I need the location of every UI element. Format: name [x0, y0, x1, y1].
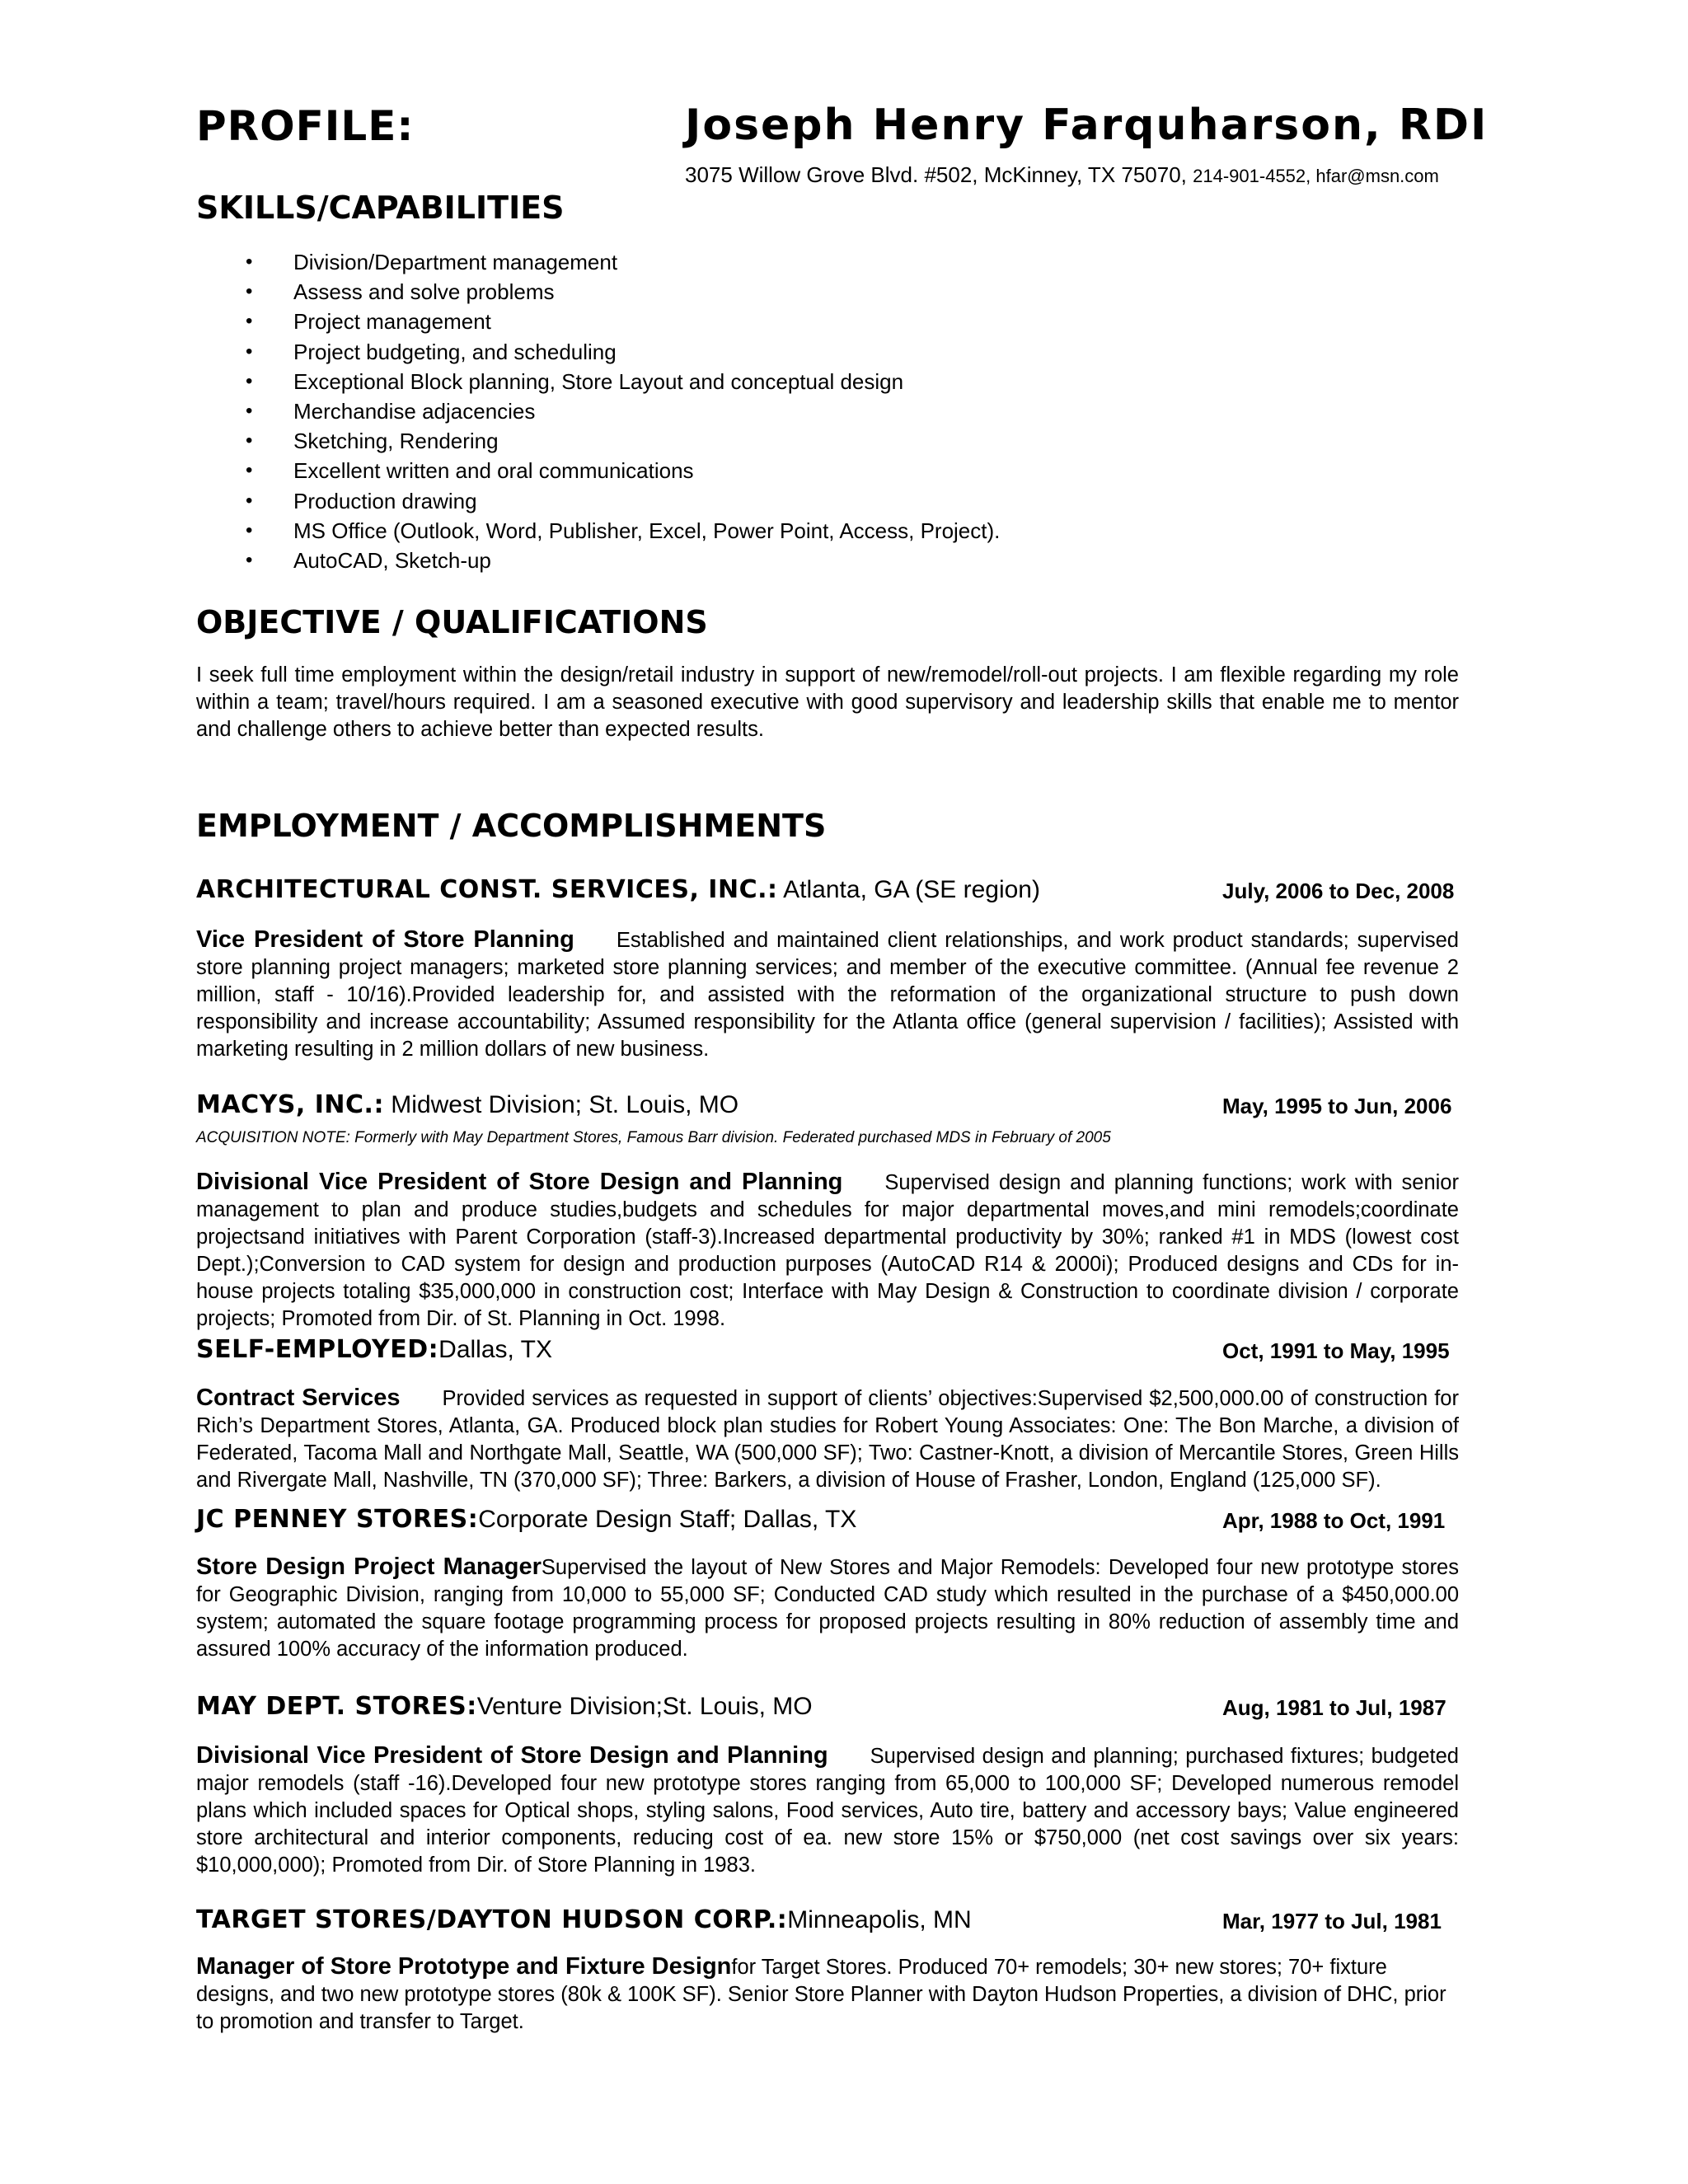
skill-item: • Project management — [196, 307, 1000, 336]
company-name: ARCHITECTURAL CONST. SERVICES, INC.: — [196, 875, 778, 904]
job-title: Divisional Vice President of Store Design and Planning — [196, 1169, 843, 1195]
job-description: Supervised design and planning functions; work with senior management to plan and produce studies,budgets and schedules for major departmental moves,and mini remodels;coordinate projectsand initiatives with Parent Corporation (staff-3).Increased departmental productivity by 30%; ranked #1 in MDS (lowest cost Dept.);Conversion to CAD system for design and production purposes (AutoCAD R14 & 2000i); Produced designs and CDs for in-house projects totaling $35,000,000 in construction cost; Interface with May Design & Construction to coordinate division / corporate projects; Promoted from Dir. of St. Planning in Oct. 1998. — [196, 1171, 1459, 1330]
skill-item: • Exceptional Block planning, Store Layout and conceptual design — [196, 367, 1000, 396]
skill-item: • Division/Department management — [196, 247, 1000, 277]
job-description: Supervised the layout of New Stores and Major Remodels: Developed four new prototype stores for Geographic Division, ranging from 10,000 to 55,000 SF; Conducted CAD study which resulted in the purchase of a $450,000.00 system; automated the square footage programming process for proposed projects resulting in 80% reduction of assembly time and assured 100% accuracy of the information produced. — [196, 1556, 1459, 1661]
skill-item: • Project budgeting, and scheduling — [196, 337, 1000, 367]
job-dates: Mar, 1977 to Jul, 1981 — [1222, 1909, 1442, 1933]
candidate-name: Joseph Henry Farquharson, RDI — [685, 101, 1489, 150]
objective-heading: OBJECTIVE / QUALIFICATIONS — [196, 604, 708, 640]
skill-item: • Assess and solve problems — [196, 277, 1000, 307]
job-dates: July, 2006 to Dec, 2008 — [1222, 879, 1455, 903]
job-header — [196, 875, 1459, 908]
skill-item: • AutoCAD, Sketch-up — [196, 546, 1000, 575]
acquisition-note: ACQUISITION NOTE: Formerly with May Department Stores, Famous Barr division. Federated purchased MDS in February of 2005 — [196, 1129, 1111, 1146]
skill-item: • Merchandise adjacencies — [196, 396, 1000, 426]
company-location: Minneapolis, MN — [787, 1906, 972, 1933]
company-name: JC PENNEY STORES: — [196, 1505, 479, 1534]
employment-heading: EMPLOYMENT / ACCOMPLISHMENTS — [196, 808, 827, 844]
job-entry — [196, 1385, 1459, 1494]
company-location: Corporate Design Staff; Dallas, TX — [478, 1506, 857, 1533]
job-entry — [196, 1953, 1459, 2036]
company-location: Venture Division;St. Louis, MO — [476, 1693, 813, 1720]
skill-item: • Sketching, Rendering — [196, 426, 1000, 456]
job-description: Provided services as requested in support of clients’ objectives:Supervised $2,500,000.00 of construction for Rich’s Department Stores, Atlanta, GA. Produced block plan studies for Robert Young Associates: One: The Bon Marche, a division of Federated, Tacoma Mall and Northgate Mall, Seattle, WA (500,000 SF); Two: Castner-Knott, a division of Mercantile Stores, Green Hills and Rivergate Mall, Nashville, TN (370,000 SF); Three: Barkers, a division of House of Frasher, London, England (125,000 SF). — [196, 1387, 1459, 1492]
job-entry — [196, 1554, 1459, 1663]
skill-item: • MS Office (Outlook, Word, Publisher, Excel, Power Point, Access, Project). — [196, 516, 1000, 546]
company-name: SELF-EMPLOYED: — [196, 1335, 439, 1364]
job-title: Divisional Vice President of Store Design and Planning — [196, 1742, 828, 1769]
phone-email: 214-901-4552, hfar@msn.com — [1193, 166, 1439, 186]
company-name: MACYS, INC.: — [196, 1090, 384, 1119]
company-location: Midwest Division; St. Louis, MO — [383, 1091, 739, 1118]
job-title: Store Design Project Manager — [196, 1554, 542, 1580]
profile-label: PROFILE: — [196, 102, 415, 150]
skill-item: • Production drawing — [196, 486, 1000, 516]
job-title: Manager of Store Prototype and Fixture Design — [196, 1953, 732, 1980]
job-title: Vice President of Store Planning — [196, 926, 574, 953]
job-dates: Apr, 1988 to Oct, 1991 — [1222, 1508, 1446, 1533]
job-dates: Aug, 1981 to Jul, 1987 — [1222, 1695, 1447, 1720]
skill-item: • Excellent written and oral communications — [196, 456, 1000, 485]
job-header — [196, 1335, 1459, 1368]
job-dates: Oct, 1991 to May, 1995 — [1222, 1338, 1450, 1363]
job-header — [196, 1905, 1459, 1938]
job-description: for Target Stores. Produced 70+ remodels; 30+ new stores; 70+ fixture designs, and two new prototype stores (80k & 100K SF). Senior Store Planner with Dayton Hudson Properties, a division of DHC, prior to promotion and transfer to Target. — [196, 1956, 1447, 2033]
job-header — [196, 1692, 1459, 1725]
job-entry — [196, 1169, 1459, 1333]
job-title: Contract Services — [196, 1385, 401, 1411]
job-dates: May, 1995 to Jun, 2006 — [1222, 1094, 1452, 1118]
skills-list — [196, 247, 1000, 575]
job-description: Supervised design and planning; purchased fixtures; budgeted major remodels (staff -16).Developed four new prototype stores ranging from 65,000 to 100,000 SF; Developed numerous remodel plans which included spaces for Optical shops, styling salons, Food services, Auto tire, battery and accessory bays; Value engineered store architectural and interior components, reducing cost of ea. new store 15% or $750,000 (net cost savings over six years: $10,000,000); Promoted from Dir. of Store Planning in 1983. — [196, 1745, 1459, 1877]
job-header — [196, 1090, 1459, 1123]
company-location: Atlanta, GA (SE region) — [777, 876, 1040, 903]
skills-heading: SKILLS/CAPABILITIES — [196, 190, 565, 226]
job-header — [196, 1505, 1459, 1538]
company-location: Dallas, TX — [438, 1336, 552, 1363]
contact-line — [685, 162, 1439, 188]
address: 3075 Willow Grove Blvd. #502, McKinney, TX 75070, — [685, 162, 1193, 187]
objective-text: I seek full time employment within the design/retail industry in support of new/remodel/roll-out projects. I am flexible regarding my role within a team; travel/hours required. I am a seasoned executive with good supervisory and leadership skills that enable me to mentor and challenge others to achieve better than expected results. — [196, 663, 1459, 741]
job-entry — [196, 1742, 1459, 1879]
company-name: MAY DEPT. STORES: — [196, 1692, 477, 1721]
job-entry — [196, 926, 1459, 1063]
job-description: Established and maintained client relationships, and work product standards; supervised store planning project managers; marketed store planning services; and member of the executive committee. (Annual fee revenue 2 million, staff - 10/16).Provided leadership for, and assisted with the reformation of the organizational structure to push down responsibility and increase accountability; Assumed responsibility for the Atlanta office (general supervision / facilities); Assisted with marketing resulting in 2 million dollars of new business. — [196, 929, 1459, 1061]
company-name: TARGET STORES/DAYTON HUDSON CORP.: — [196, 1905, 788, 1934]
